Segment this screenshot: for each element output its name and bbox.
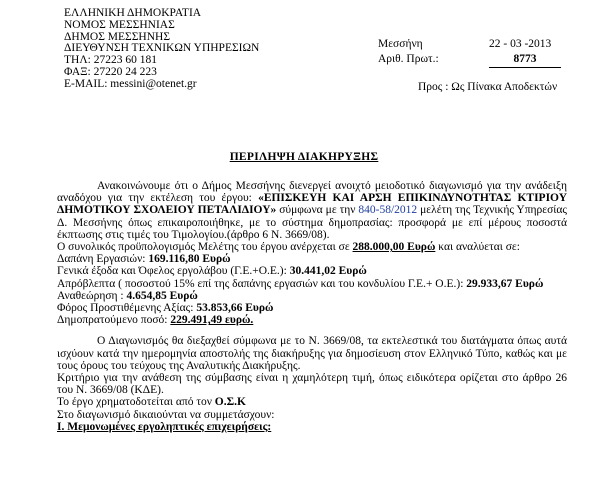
city-label: Μεσσήνη — [378, 38, 423, 50]
contingency-amount: 29.933,67 Ευρώ — [466, 277, 544, 290]
overhead-label: Γενικά έξοδα και Όφελος εργολάβου (Γ.Ε.+Ο.Ε.): — [57, 265, 290, 278]
legal-framework-paragraph: Ο Διαγωνισμός θα διεξαχθεί σύμφωνα με το Ν. 3669/08, τα εκτελεστικά του διατάγματα όπως αυτά ισχύουν κατά την ημερομηνία αποστολής της διακήρυξης για δημοσίευση στον Ελληνικό Τύπο, καθώς και με τους όρους του τεύχους της Αναλυτικής Διακήρυξης. — [57, 335, 567, 372]
header-line-department: ΔΙΕΥΘΥΝΣΗ ΤΕΧΝΙΚΩΝ ΥΠΗΡΕΣΙΩΝ — [64, 42, 260, 55]
document-body — [57, 180, 567, 433]
overhead-line — [57, 265, 567, 277]
budget-amount: 288.000,00 Ευρώ — [352, 241, 436, 254]
works-amount: 169.116,80 Ευρώ — [148, 253, 231, 266]
header-line-prefecture: ΝΟΜΟΣ ΜΕΣΣΗΝΙΑΣ — [64, 18, 175, 31]
paragraph-gap — [57, 326, 567, 335]
intro-text-2: σύμφωνα με την — [276, 204, 359, 217]
vat-line — [57, 302, 567, 314]
project-title: «ΕΠΙΣΚΕΥΗ ΚΑΙ ΑΡΣΗ ΕΠΙΚΙΝΔΥΝΟΤΗΤΑΣ ΚΤΙΡΙΟΥ ΔΗΜΟΤΙΚΟΥ ΣΧΟΛΕΙΟΥ ΠΕΤΑΛΙΔΙΟΥ» — [57, 192, 567, 217]
revision-amount: 4.654,85 Ευρώ — [126, 289, 198, 302]
budget-label: Ο συνολικός προϋπολογισμός Μελέτης του έργου ανέρχεται σε — [57, 241, 353, 254]
header-line-municipality: ΔΗΜΟΣ ΜΕΣΣΗΝΗΣ — [64, 30, 171, 43]
header-line-fax: ΦΑΞ: 27220 24 223 — [64, 65, 157, 78]
auction-label: Δημοπρατούμενο ποσό: — [57, 314, 171, 327]
award-criterion-paragraph: Κριτήριο για την ανάθεση της σύμβασης είναι η χαμηλότερη τιμή, όπως ειδικότερα ορίζεται στο άρθρο 26 του Ν. 3669/08 (ΚΔΕ). — [57, 372, 567, 397]
works-label: Δαπάνη Εργασιών: — [57, 253, 149, 266]
document-date: 22 - 03 -2013 — [489, 38, 552, 50]
intro-text-3: μελέτη της Τεχνικής Υπηρεσίας Δ. Μεσσήνης όπως επικαιροποιήθηκε, με το σύστημα δημοπρασίας: προσφορά με επί μέρους ποσοστά έκπτωσης στις τιμές του Τιμολογίου.(άρθρο 6 Ν. 3669/08). — [57, 204, 567, 241]
budget-line — [57, 241, 567, 253]
header-line-country: ΕΛΛΗΝΙΚΗ ΔΗΜΟΚΡΑΤΙΑ — [64, 7, 202, 19]
document-title: ΠΕΡΙΛΗΨΗ ΔΙΑΚΗΡΥΞΗΣ — [229, 151, 379, 163]
intro-paragraph — [57, 180, 567, 241]
eligibility-line: Στο διαγωνισμό δικαιούνται να συμμετάσχουν: — [57, 408, 275, 421]
eligibility-item-1 — [57, 421, 567, 433]
issuer-header — [64, 8, 259, 91]
budget-suffix: και αναλύεται σε: — [435, 241, 520, 254]
eligibility-item-1-text: Ι. Μεμονωμένες εργοληπτικές επιχειρήσεις: — [57, 420, 272, 433]
recipient-line: Προς : Ως Πίνακα Αποδεκτών — [418, 81, 558, 93]
protocol-label: Αριθ. Πρωτ.: — [378, 53, 439, 65]
vat-label: Φόρος Προστιθέμενης Αξίας: — [57, 302, 197, 315]
intro-text: Ανακοινώνουμε ότι ο Δήμος Μεσσήνης διενεργεί ανοιχτό μειοδοτικό διαγωνισμό για την ανάδειξη αναδόχου για την εκτέλεση του έργου: — [57, 180, 567, 205]
contingency-line — [57, 278, 567, 290]
overhead-amount: 30.441,02 Ευρώ — [289, 265, 367, 278]
header-line-email: E-MAIL: messini@otenet.gr — [64, 77, 197, 90]
vat-amount: 53.853,66 Ευρώ — [196, 302, 274, 315]
study-reference: 840-58/2012 — [358, 204, 418, 217]
protocol-number: 8773 — [489, 53, 561, 68]
auction-amount: 229.491,49 ευρώ. — [170, 314, 254, 327]
funding-source: Ο.Σ.Κ — [214, 396, 246, 409]
contingency-label: Απρόβλεπτα ( ποσοστού 15% επί της δαπάνης εργασιών και του κονδυλίου Γ.Ε.+ Ο.Ε.): — [57, 277, 467, 290]
works-line — [57, 253, 567, 265]
revision-label: Αναθεώρηση : — [57, 289, 127, 302]
funding-line — [57, 396, 567, 408]
header-line-phone: ΤΗΛ: 27223 60 181 — [64, 54, 157, 67]
funding-label: Το έργο χρηματοδοτείται από τον — [57, 396, 215, 409]
revision-line — [57, 290, 567, 302]
auction-line — [57, 314, 567, 326]
